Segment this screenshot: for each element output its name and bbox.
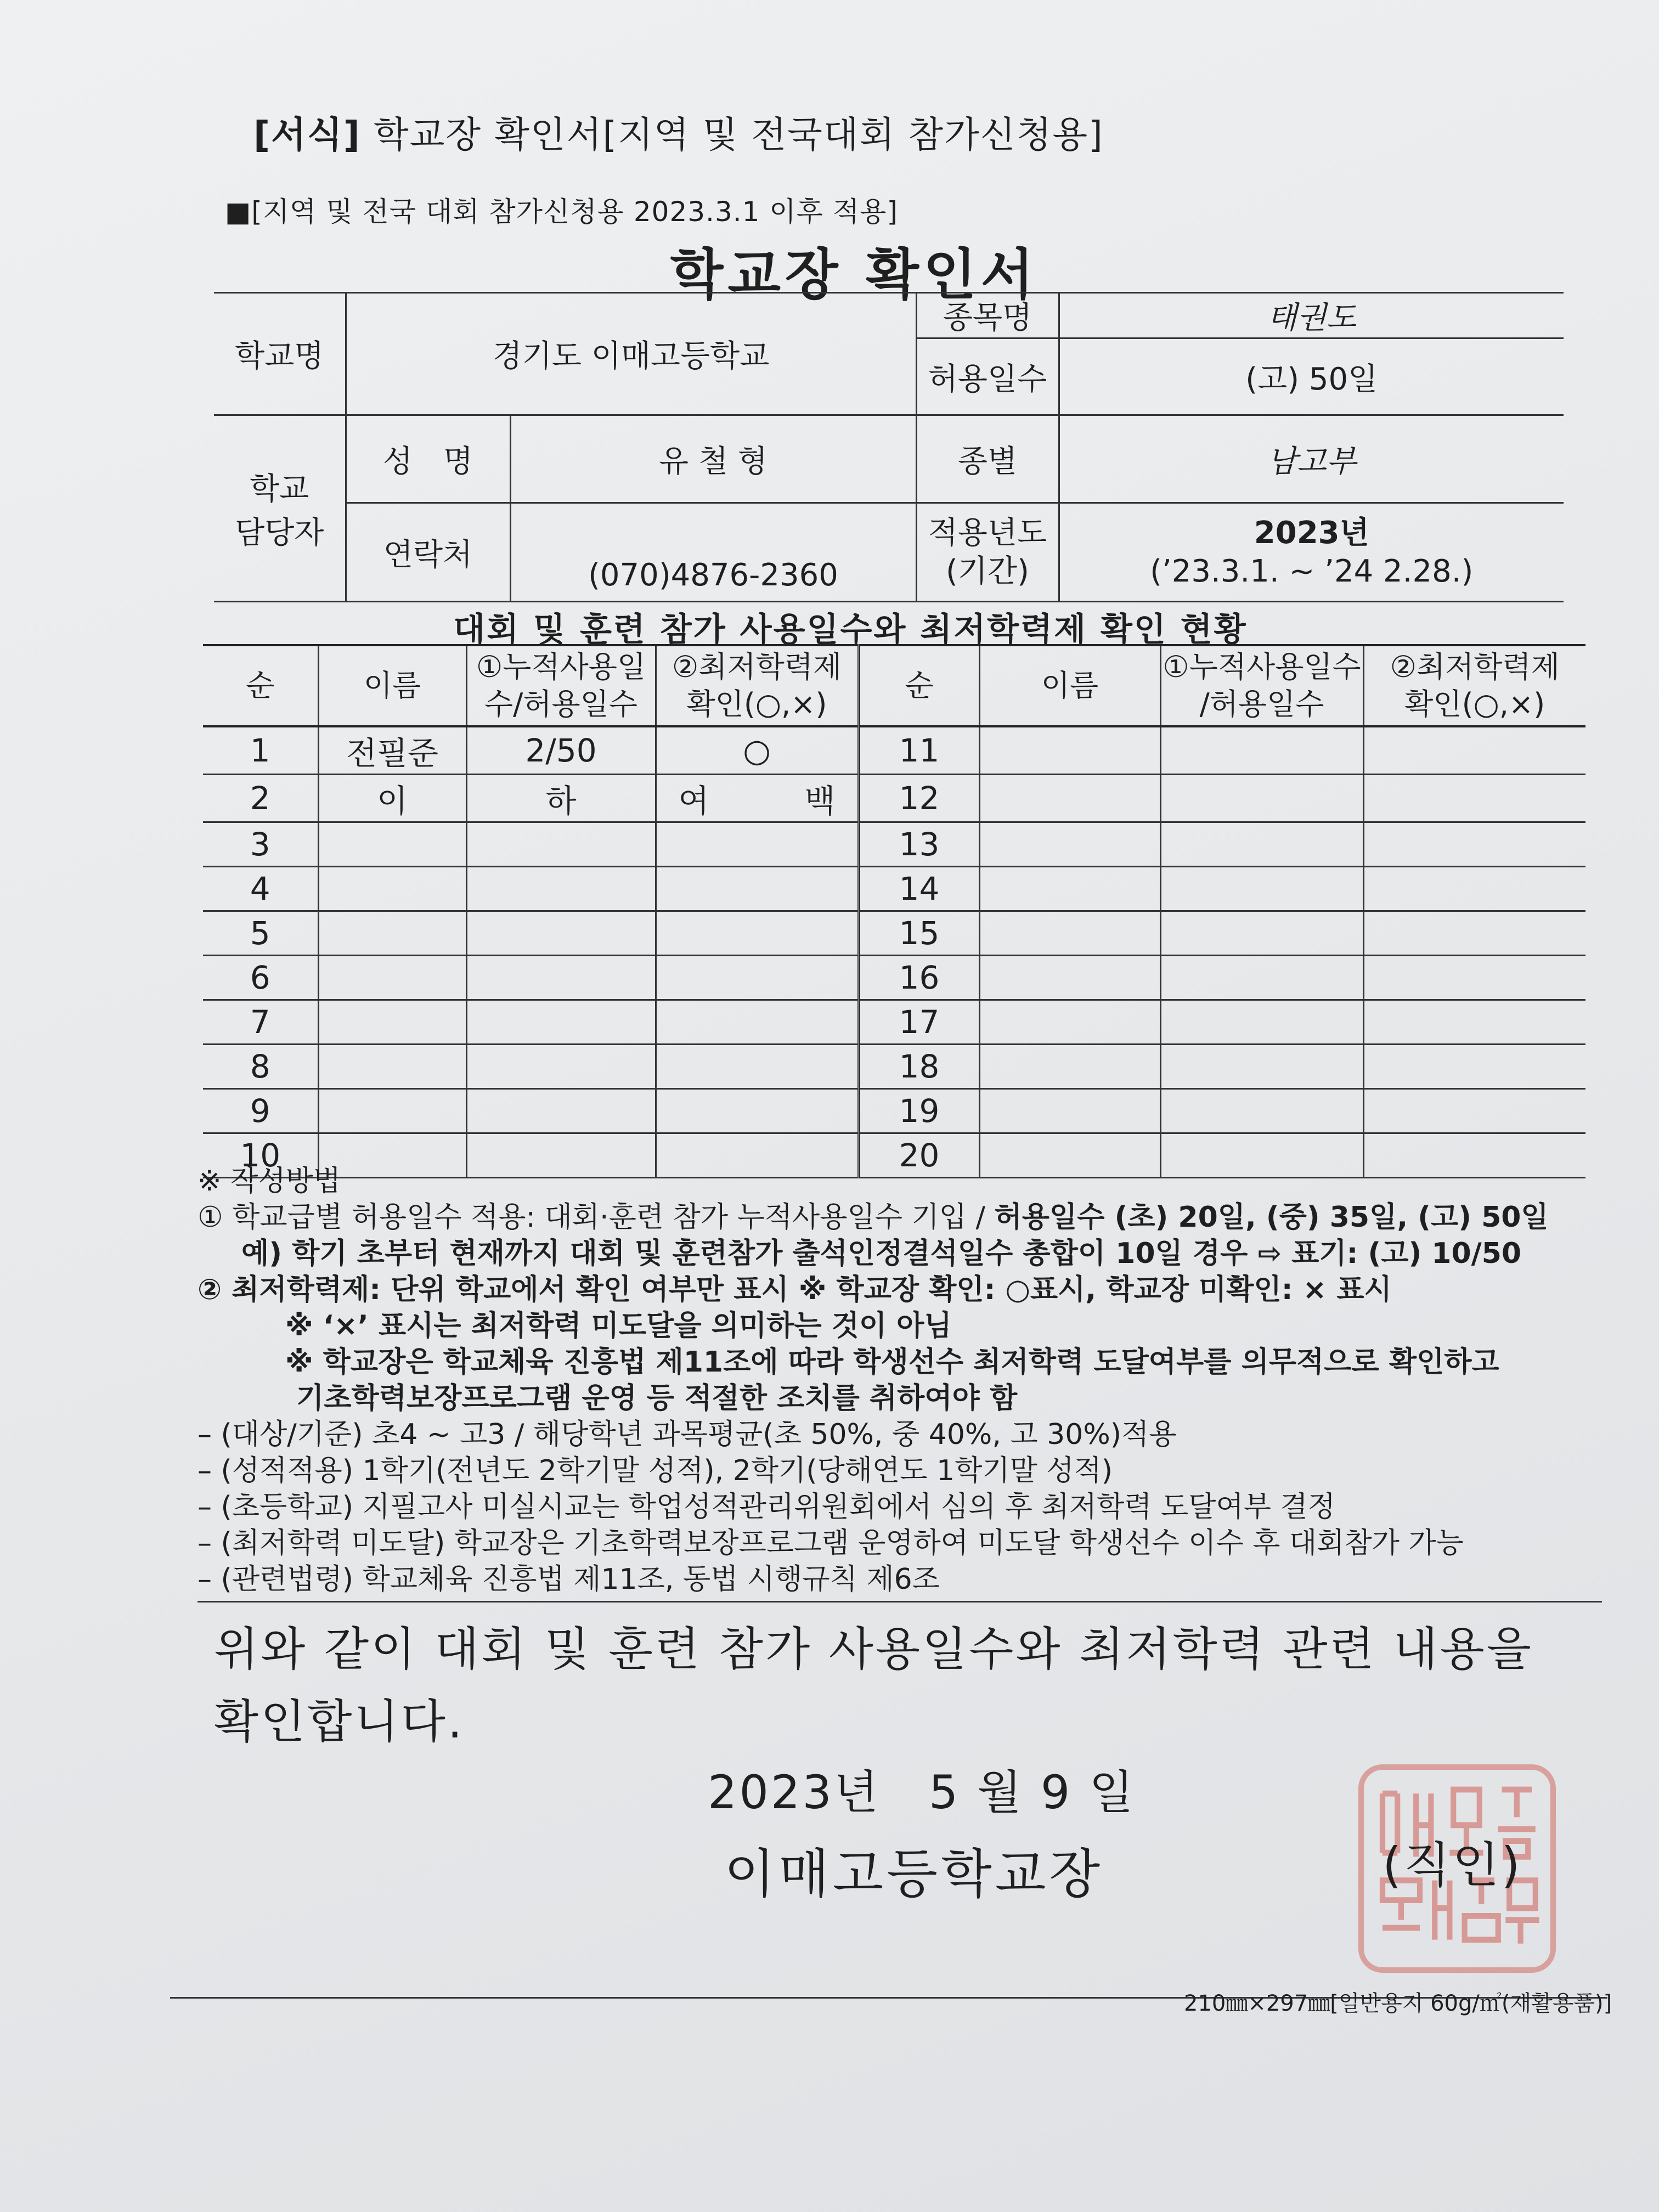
row-check-left bbox=[656, 1000, 859, 1045]
row-no-left: 2 bbox=[203, 775, 318, 822]
header-check-right: ②최저학력제 확인(○,×) bbox=[1363, 645, 1585, 726]
name-label: 성 명 bbox=[346, 415, 510, 503]
note-2-sub-1: ※ ‘×’ 표시는 최저학력 미도달을 의미하는 것이 아님 bbox=[285, 1310, 952, 1342]
row-name-left: 이 bbox=[318, 775, 466, 822]
table-row bbox=[203, 726, 1585, 775]
row-usage-left bbox=[466, 911, 656, 956]
note-2-sub-2a: ※ 학교장은 학교체육 진흥법 제11조에 따라 학생선수 최저학력 도달여부를 의무적으로 확인하고 bbox=[285, 1346, 1499, 1379]
row-name-left: 전필준 bbox=[318, 726, 466, 775]
detail-5: – (관련법령) 학교체육 진흥법 제11조, 동법 시행규칙 제6조 bbox=[198, 1563, 940, 1596]
sport-label: 종목명 bbox=[916, 293, 1059, 338]
detail-2: – (성적적용) 1학기(전년도 2학기말 성적), 2학기(당해연도 1학기말 성적) bbox=[198, 1454, 1113, 1487]
confirmation-statement: 위와 같이 대회 및 훈련 참가 사용일수와 최저학력 관련 내용을 확인합니다. bbox=[214, 1622, 1533, 1748]
contact-value: (070)4876-2360 bbox=[510, 503, 916, 602]
row-usage-left bbox=[466, 822, 656, 867]
row-check-left bbox=[656, 956, 859, 1000]
row-usage-right bbox=[1160, 956, 1363, 1000]
table-row bbox=[203, 911, 1585, 956]
row-usage-left: 하 bbox=[466, 775, 656, 822]
row-usage-left: 2/50 bbox=[466, 726, 656, 775]
contact-label: 연락처 bbox=[346, 503, 510, 602]
row-name-right bbox=[979, 1089, 1160, 1133]
notes-divider bbox=[198, 1601, 1602, 1602]
detail-1: – (대상/기준) 초4 ~ 고3 / 해당학년 과목평균(초 50%, 중 40%, 고 30%)적용 bbox=[198, 1418, 1177, 1451]
division-label: 종별 bbox=[916, 415, 1059, 503]
table-row bbox=[203, 1089, 1585, 1133]
row-name-left bbox=[318, 911, 466, 956]
row-name-left bbox=[318, 1000, 466, 1045]
header-name-right: 이름 bbox=[979, 645, 1160, 726]
allowed-days-value: (고) 50일 bbox=[1059, 338, 1564, 415]
row-usage-right bbox=[1160, 867, 1363, 911]
paper-spec: 210㎜×297㎜[일반용지 60g/㎡(재활용품)] bbox=[1184, 1991, 1612, 2016]
school-value: 경기도 이매고등학교 bbox=[346, 293, 916, 415]
form-bracket-label: [서식] bbox=[253, 114, 361, 156]
status-table bbox=[203, 644, 1585, 1178]
row-usage-left bbox=[466, 867, 656, 911]
detail-3: – (초등학교) 지필고사 미실시교는 학업성적관리위원회에서 심의 후 최저학력 도달여부 결정 bbox=[198, 1491, 1335, 1523]
row-name-right bbox=[979, 1045, 1160, 1089]
row-check-left bbox=[656, 867, 859, 911]
row-check-left: ○ bbox=[656, 726, 859, 775]
row-no-right: 18 bbox=[859, 1045, 979, 1089]
header-no-left: 순 bbox=[203, 645, 318, 726]
manager-label: 학교 담당자 bbox=[214, 415, 346, 602]
year-value: 2023년 bbox=[1254, 515, 1369, 551]
row-usage-right bbox=[1160, 1000, 1363, 1045]
header-no-right: 순 bbox=[859, 645, 979, 726]
row-check-right bbox=[1363, 1089, 1585, 1133]
note-2-sub-2b: 기초학력보장프로그램 운영 등 적절한 조치를 취하여야 함 bbox=[296, 1382, 1018, 1415]
row-no-right: 13 bbox=[859, 822, 979, 867]
row-no-right: 12 bbox=[859, 775, 979, 822]
row-usage-right bbox=[1160, 1045, 1363, 1089]
table-row bbox=[203, 1045, 1585, 1089]
row-check-right bbox=[1363, 775, 1585, 822]
row-check-left: 여 백 bbox=[656, 775, 859, 822]
row-usage-left bbox=[466, 1000, 656, 1045]
row-no-left: 3 bbox=[203, 822, 318, 867]
row-check-right bbox=[1363, 1000, 1585, 1045]
year-cell bbox=[1059, 503, 1564, 602]
row-name-left bbox=[318, 1045, 466, 1089]
note-1-bold: 허용일수 (초) 20일, (중) 35일, (고) 50일 bbox=[994, 1201, 1549, 1234]
row-no-right: 20 bbox=[859, 1133, 979, 1178]
row-check-right bbox=[1363, 956, 1585, 1000]
row-check-left bbox=[656, 1089, 859, 1133]
row-name-left bbox=[318, 822, 466, 867]
row-usage-right bbox=[1160, 775, 1363, 822]
row-check-left bbox=[656, 911, 859, 956]
row-no-left: 6 bbox=[203, 956, 318, 1000]
row-check-left bbox=[656, 822, 859, 867]
row-check-left bbox=[656, 1045, 859, 1089]
header-usage-left: ①누적사용일 수/허용일수 bbox=[466, 645, 656, 726]
row-check-right bbox=[1363, 726, 1585, 775]
row-no-left: 8 bbox=[203, 1045, 318, 1089]
table-row bbox=[203, 822, 1585, 867]
row-name-right bbox=[979, 822, 1160, 867]
info-table bbox=[214, 292, 1564, 602]
row-no-right: 17 bbox=[859, 1000, 979, 1045]
row-usage-right bbox=[1160, 1089, 1363, 1133]
row-name-right bbox=[979, 775, 1160, 822]
header-name-left: 이름 bbox=[318, 645, 466, 726]
row-name-left bbox=[318, 867, 466, 911]
row-check-right bbox=[1363, 1045, 1585, 1089]
name-value: 유 철 형 bbox=[510, 415, 916, 503]
allowed-days-label: 허용일수 bbox=[916, 338, 1059, 415]
division-value: 남고부 bbox=[1059, 415, 1564, 503]
row-no-right: 19 bbox=[859, 1089, 979, 1133]
row-no-right: 16 bbox=[859, 956, 979, 1000]
school-label: 학교명 bbox=[214, 293, 346, 415]
header-usage-right: ①누적사용일수 /허용일수 bbox=[1160, 645, 1363, 726]
status-title: 대회 및 훈련 참가 사용일수와 최저학력제 확인 현황 bbox=[453, 611, 1248, 649]
row-usage-right bbox=[1160, 726, 1363, 775]
sport-value: 태권도 bbox=[1059, 293, 1564, 338]
row-usage-left bbox=[466, 1045, 656, 1089]
status-table-body bbox=[203, 726, 1585, 1178]
note-2: ② 최저학력제: 단위 학교에서 확인 여부만 표시 ※ 학교장 확인: ○표시, 학교장 미확인: × 표시 bbox=[198, 1273, 1392, 1306]
issue-date: 2023년 5 월 9 일 bbox=[708, 1765, 1136, 1819]
period-value: (’23.3.1. ~ ’24 2.28.) bbox=[1150, 553, 1474, 589]
row-check-right bbox=[1363, 867, 1585, 911]
row-name-left bbox=[318, 1089, 466, 1133]
writing-instructions bbox=[198, 1163, 1602, 1602]
form-header bbox=[253, 105, 1104, 157]
table-row bbox=[203, 956, 1585, 1000]
row-name-right bbox=[979, 956, 1160, 1000]
table-row bbox=[203, 1000, 1585, 1045]
row-no-right: 15 bbox=[859, 911, 979, 956]
detail-4: – (최저학력 미도달) 학교장은 기초학력보장프로그램 운영하여 미도달 학생선수 이수 후 대회참가 가능 bbox=[198, 1527, 1464, 1560]
row-no-right: 11 bbox=[859, 726, 979, 775]
header-check-left: ②최저학력제 확인(○,×) bbox=[656, 645, 859, 726]
table-row bbox=[203, 867, 1585, 911]
row-name-right bbox=[979, 911, 1160, 956]
year-label: 적용년도 (기간) bbox=[916, 503, 1059, 602]
seal-label: (직인) bbox=[1383, 1837, 1522, 1893]
principal-title: 이매고등학교장 bbox=[724, 1843, 1104, 1905]
row-usage-right bbox=[1160, 822, 1363, 867]
row-no-right: 14 bbox=[859, 867, 979, 911]
row-usage-left bbox=[466, 1089, 656, 1133]
row-name-right bbox=[979, 867, 1160, 911]
row-usage-right bbox=[1160, 911, 1363, 956]
row-check-right bbox=[1363, 822, 1585, 867]
table-row bbox=[203, 775, 1585, 822]
row-usage-left bbox=[466, 956, 656, 1000]
note-1 bbox=[198, 1199, 1602, 1235]
document-title: 학교장 확인서 bbox=[670, 242, 1039, 307]
row-no-left: 1 bbox=[203, 726, 318, 775]
subheader: ■[지역 및 전국 대회 참가신청용 2023.3.1 이후 적용] bbox=[225, 196, 898, 228]
note-1-example: 예) 학기 초부터 현재까지 대회 및 훈련참가 출석인정결석일수 총합이 10일 경우 ⇨ 표기: (고) 10/50 bbox=[241, 1237, 1522, 1270]
row-no-left: 5 bbox=[203, 911, 318, 956]
note-1-text: ① 학교급별 허용일수 적용: 대회·훈련 참가 누적사용일수 기입 / bbox=[198, 1201, 995, 1234]
row-no-left: 4 bbox=[203, 867, 318, 911]
form-header-title: 학교장 확인서[지역 및 전국대회 참가신청용] bbox=[373, 114, 1104, 156]
row-name-left bbox=[318, 956, 466, 1000]
row-check-right bbox=[1363, 911, 1585, 956]
notes-heading: ※ 작성방법 bbox=[198, 1165, 341, 1198]
row-name-right bbox=[979, 1000, 1160, 1045]
row-no-left: 9 bbox=[203, 1089, 318, 1133]
row-no-left: 7 bbox=[203, 1000, 318, 1045]
row-no-left: 10 bbox=[203, 1133, 318, 1178]
row-name-right bbox=[979, 726, 1160, 775]
